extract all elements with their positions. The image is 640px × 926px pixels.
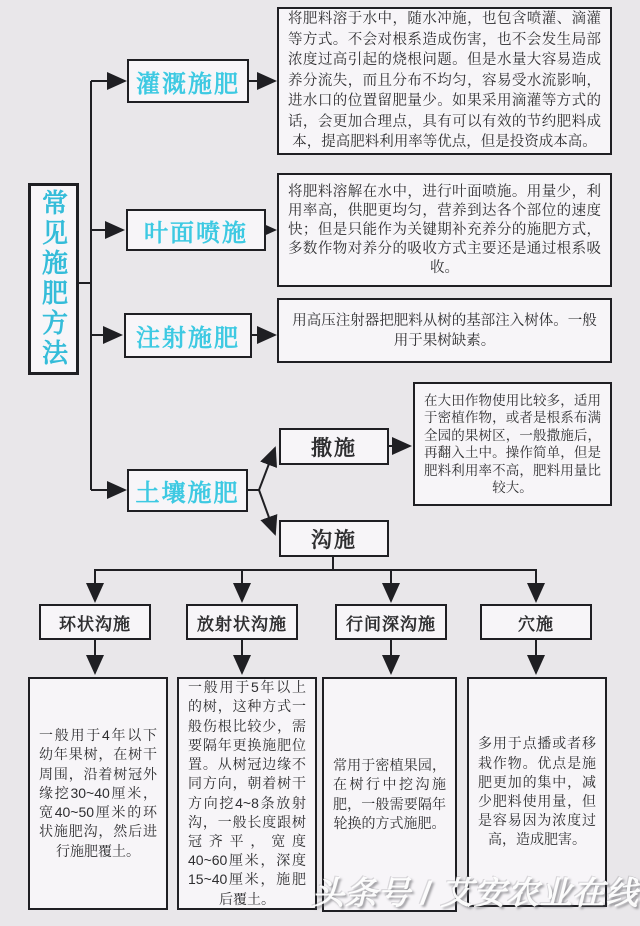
node-irrigation-fertilization — [127, 59, 249, 103]
node-hole-application-label: 穴施 — [518, 614, 554, 634]
node-row-deep-trench-label: 行间深沟施 — [346, 614, 436, 634]
desc-injection — [277, 298, 612, 363]
desc-irrigation — [277, 7, 612, 155]
desc-foliar — [277, 173, 612, 287]
node-injection-fertilization — [124, 313, 252, 358]
node-irrigation-label: 灌溉施肥 — [136, 70, 240, 98]
watermark-toutiao: 头条号 / 艾安农业在线 — [312, 875, 639, 911]
root-title: 常见施肥方法 — [38, 189, 69, 369]
node-ring-trench — [39, 604, 151, 640]
node-foliar-label: 叶面喷施 — [144, 219, 248, 247]
node-broadcast-application — [279, 428, 389, 465]
node-hole-application — [480, 604, 592, 640]
desc-broadcast — [413, 382, 612, 506]
root-node-common-fertilization-methods — [28, 183, 79, 375]
node-soil-label: 土壤施肥 — [135, 480, 240, 507]
desc-irrigation-text: 将肥料溶于水中，随水冲施，也包含喷灌、滴灌等方式。不会对根系造成伤害，也不会发生局部浓度过高引起的烧根问题。但是水量大容易造成养分流失，而且分布不均匀，容易受水流影响，进水口的位置留肥量少。如果采用滴灌等方式的话，会更加合理点，具有可以有效的节约肥料成本，提高肥料利用率等优点，但是投资成本高。 — [288, 11, 601, 151]
node-row-deep-trench — [335, 604, 447, 640]
arrow-to-broadcast — [259, 448, 275, 490]
desc-ring-trench — [28, 677, 168, 910]
desc-radial-trench — [177, 677, 317, 910]
desc-row-deep-trench-text: 常用于密植果园，在树行中挖沟施肥，一般需要隔年轮换的方式施肥。 — [333, 757, 446, 831]
desc-broadcast-text: 在大田作物使用比较多，适用于密植作物，或者是根系布满全园的果树区，一般撒施后，再翻入土中。操作简单，但是肥料利用率不高，肥料用量比较大。 — [424, 392, 601, 495]
node-trench-label: 沟施 — [311, 528, 357, 552]
desc-injection-text: 用高压注射器把肥料从树的基部注入树体。一般用于果树缺素。 — [292, 312, 597, 349]
node-broadcast-label: 撒施 — [311, 436, 357, 460]
node-foliar-spray — [126, 209, 266, 251]
arrow-to-trench — [259, 490, 275, 534]
desc-hole-application-text: 多用于点播或者移栽作物。优点是施肥更加的集中，减少肥料使用量，但是容易因为浓度过高，造成肥害。 — [478, 735, 596, 848]
desc-radial-trench-text: 一般用于5年以上的树，这种方式一般伤根比较少，需要隔年更换施肥位置。从树冠边缘不同方向，朝着树干方向挖4~8条放射沟，一般长度跟树冠齐平，宽度40~60厘米，深度15~40厘米，施肥后覆土。 — [188, 679, 306, 907]
desc-ring-trench-text: 一般用于4年以下幼年果树，在树干周围，沿着树冠外缘挖30~40厘米，宽40~50厘米的环状施肥沟，然后进行施肥覆土。 — [39, 727, 157, 859]
node-radial-trench-label: 放射状沟施 — [197, 614, 287, 634]
node-radial-trench — [186, 604, 298, 640]
node-injection-label: 注射施肥 — [136, 325, 240, 352]
desc-foliar-text: 将肥料溶解在水中，进行叶面喷施。用量少，利用率高，供肥更均匀，营养到达各个部位的速度快；但是只能作为关键期补充养分的施肥方式，多数作物对养分的吸收方式主要还是通过根系吸收。 — [288, 183, 601, 276]
node-soil-fertilization — [127, 469, 248, 512]
node-ring-trench-label: 环状沟施 — [59, 614, 131, 634]
node-trench-application — [279, 520, 389, 557]
